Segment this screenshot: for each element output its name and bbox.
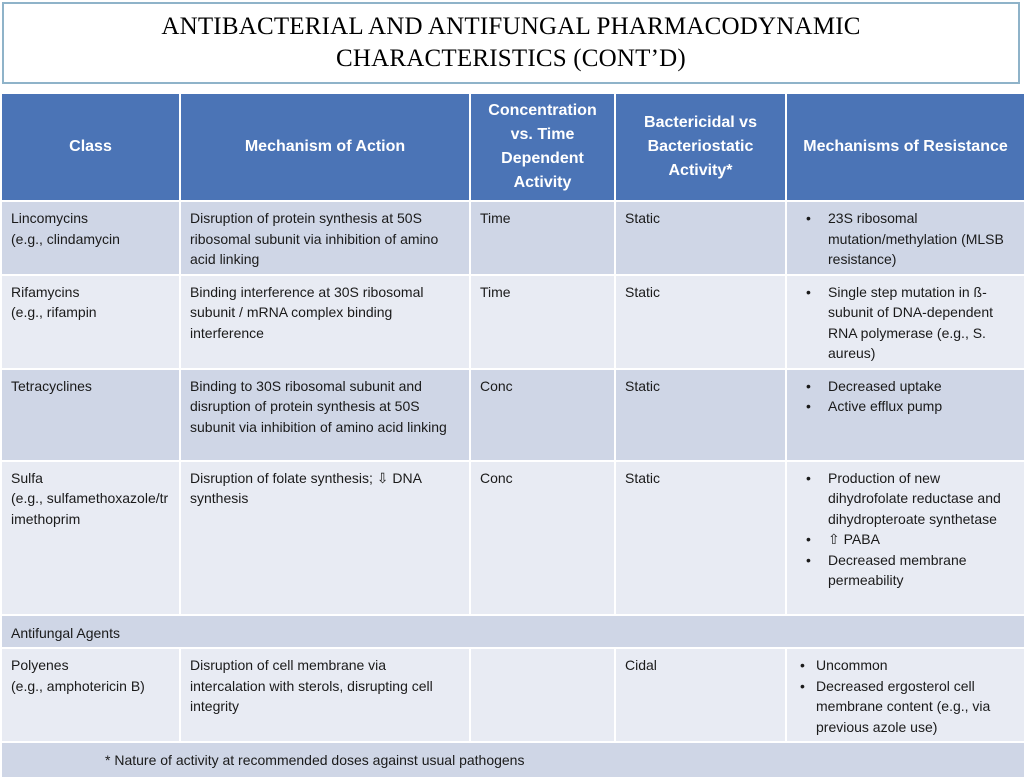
class-name: Rifamycins bbox=[11, 283, 80, 300]
class-cell bbox=[1, 275, 180, 369]
resistance-item: • ⇧ PABA bbox=[796, 529, 1016, 550]
activity-cell: Static bbox=[615, 461, 786, 615]
resistance-cell bbox=[786, 369, 1024, 461]
table-row bbox=[1, 275, 1024, 369]
mechanism-cell: Disruption of protein synthesis at 50S ribosomal subunit via inhibition of amino acid linking bbox=[180, 201, 470, 275]
resistance-item: • Production of new dihydrofolate reductase and dihydropteroate synthetase bbox=[796, 468, 1016, 530]
resistance-cell bbox=[786, 201, 1024, 275]
title-line-2: CHARACTERISTICS (CONT’D) bbox=[336, 45, 686, 72]
section-label: Antifungal Agents bbox=[1, 615, 1024, 649]
activity-cell: Cidal bbox=[615, 648, 786, 742]
class-cell bbox=[1, 461, 180, 615]
resistance-item: • Decreased uptake bbox=[796, 376, 1016, 397]
resistance-item: • Single step mutation in ß-subunit of DNA-dependent RNA polymerase (e.g., S. aureus) bbox=[796, 282, 1016, 364]
mechanism-cell: Disruption of folate synthesis; ⇩ DNA synthesis bbox=[180, 461, 470, 615]
class-cell bbox=[1, 201, 180, 275]
concentration-cell bbox=[470, 648, 615, 742]
header-bactericidal: Bactericidal vs Bacteriostatic Activity* bbox=[615, 93, 786, 201]
table-row bbox=[1, 369, 1024, 461]
header-concentration: Concentration vs. Time Dependent Activity bbox=[470, 93, 615, 201]
table-row bbox=[1, 201, 1024, 275]
class-example: (e.g., clindamycin bbox=[11, 230, 120, 247]
resistance-cell bbox=[786, 461, 1024, 615]
mechanism-cell: Binding interference at 30S ribosomal subunit / mRNA complex binding interference bbox=[180, 275, 470, 369]
header-resistance: Mechanisms of Resistance bbox=[786, 93, 1024, 201]
concentration-cell: Conc bbox=[470, 369, 615, 461]
resistance-item: • Decreased ergosterol cell membrane content (e.g., via previous azole use) bbox=[796, 676, 1016, 738]
header-mechanism: Mechanism of Action bbox=[180, 93, 470, 201]
pharmacodynamics-table bbox=[0, 92, 1024, 779]
class-example: (e.g., rifampin bbox=[11, 304, 97, 320]
resistance-item: • 23S ribosomal mutation/methylation (MLSB resistance) bbox=[796, 208, 1016, 270]
header-row bbox=[1, 93, 1024, 201]
class-example: (e.g., sulfamethoxazole/trimethoprim bbox=[11, 490, 169, 527]
class-name: Sulfa bbox=[11, 469, 43, 486]
mechanism-cell: Binding to 30S ribosomal subunit and disruption of protein synthesis at 50S subunit via inhibition of amino acid linking bbox=[180, 369, 470, 461]
header-class: Class bbox=[1, 93, 180, 201]
activity-cell: Static bbox=[615, 201, 786, 275]
class-name: Lincomycins bbox=[11, 210, 89, 226]
class-example: (e.g., amphotericin B) bbox=[11, 677, 145, 694]
slide-title bbox=[2, 2, 1020, 84]
table-row bbox=[1, 461, 1024, 615]
mechanism-cell: Disruption of cell membrane via intercalation with sterols, disrupting cell integrity bbox=[180, 648, 470, 742]
class-name: Tetracyclines bbox=[11, 377, 92, 394]
table-row bbox=[1, 648, 1024, 742]
concentration-cell: Conc bbox=[470, 461, 615, 615]
section-row bbox=[1, 615, 1024, 649]
resistance-item: • Decreased membrane permeability bbox=[796, 550, 1016, 591]
activity-cell: Static bbox=[615, 369, 786, 461]
resistance-cell bbox=[786, 648, 1024, 742]
footnote-row bbox=[1, 742, 1024, 778]
resistance-item: • Active efflux pump bbox=[796, 396, 1016, 417]
title-line-1: ANTIBACTERIAL AND ANTIFUNGAL PHARMACODYNAMIC bbox=[161, 13, 861, 40]
class-name: Polyenes bbox=[11, 657, 69, 673]
concentration-cell: Time bbox=[470, 201, 615, 275]
concentration-cell: Time bbox=[470, 275, 615, 369]
resistance-cell bbox=[786, 275, 1024, 369]
activity-cell: Static bbox=[615, 275, 786, 369]
class-cell bbox=[1, 369, 180, 461]
class-cell bbox=[1, 648, 180, 742]
resistance-item: • Uncommon bbox=[796, 655, 1016, 676]
footnote: * Nature of activity at recommended doses against usual pathogens bbox=[1, 742, 1024, 778]
